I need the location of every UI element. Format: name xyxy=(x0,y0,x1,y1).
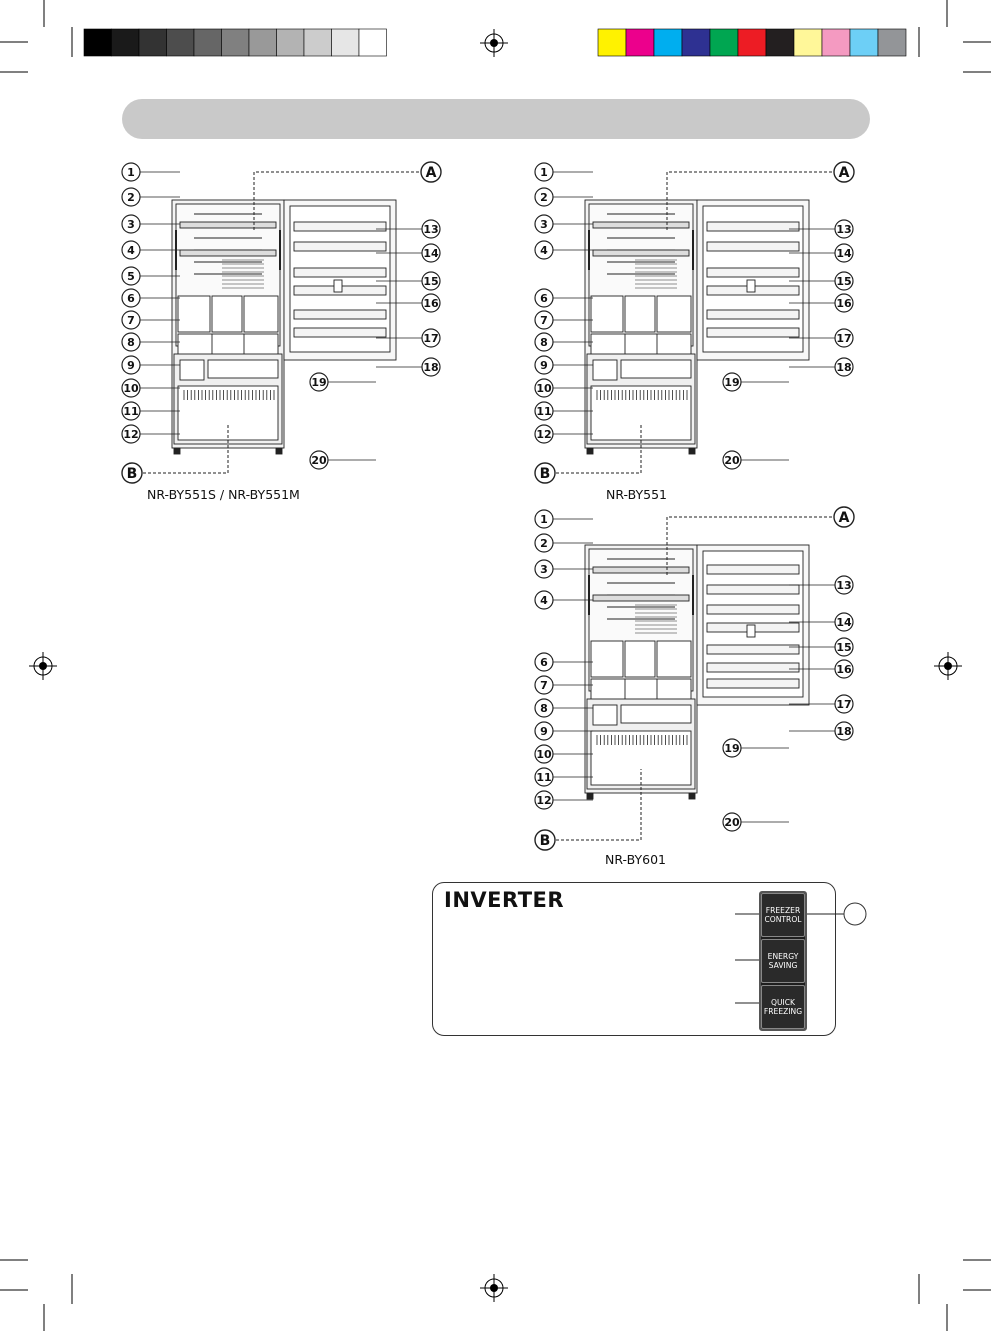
callout-number: 17 xyxy=(423,332,439,345)
callout-number: 19 xyxy=(724,742,740,755)
callout-number: 19 xyxy=(724,376,740,389)
callout-number: 18 xyxy=(423,361,439,374)
callout-number: 15 xyxy=(423,275,439,288)
callout-number: 18 xyxy=(836,725,852,738)
callout-number: 12 xyxy=(123,428,139,441)
callout-number: 7 xyxy=(540,314,548,327)
callout-number: 4 xyxy=(540,244,548,257)
freezer-control-button[interactable]: FREEZER CONTROL xyxy=(761,893,805,937)
callout-number: 8 xyxy=(540,336,548,349)
callout-number: 6 xyxy=(540,656,548,669)
callout-number: 1 xyxy=(540,166,548,179)
callout-number: 3 xyxy=(127,218,135,231)
callout-number: 2 xyxy=(540,191,548,204)
callout-number: 17 xyxy=(836,332,852,345)
callout-number: 16 xyxy=(836,297,852,310)
callout-number: 11 xyxy=(536,771,552,784)
callout-number: 16 xyxy=(423,297,439,310)
callout-number: 20 xyxy=(724,816,740,829)
callout-number: 11 xyxy=(123,405,139,418)
callout-number: 13 xyxy=(423,223,439,236)
callout-number: 5 xyxy=(127,270,135,283)
callout-number: 7 xyxy=(540,679,548,692)
callout-number: 13 xyxy=(836,579,852,592)
callout-number: 1 xyxy=(540,513,548,526)
callout-number: 14 xyxy=(836,247,852,260)
callout-number: 3 xyxy=(540,563,548,576)
callout-number: 9 xyxy=(127,359,135,372)
callout-number: 16 xyxy=(836,663,852,676)
callout-number: 10 xyxy=(536,748,552,761)
callout-number: 3 xyxy=(540,218,548,231)
callout-number: 12 xyxy=(536,428,552,441)
callout-number: 13 xyxy=(836,223,852,236)
callout-number: 14 xyxy=(836,616,852,629)
callout-number: 1 xyxy=(127,166,135,179)
view-letter: A xyxy=(838,510,850,526)
callout-number: 4 xyxy=(127,244,135,257)
callout-number: 18 xyxy=(836,361,852,374)
callout-number: 4 xyxy=(540,594,548,607)
callout-number: 12 xyxy=(536,794,552,807)
callout-number: 6 xyxy=(540,292,548,305)
callout-number: 2 xyxy=(127,191,135,204)
callout-number: 19 xyxy=(311,376,327,389)
model-label: NR-BY551 xyxy=(606,487,667,502)
callout-number: 15 xyxy=(836,641,852,654)
callout-number: 7 xyxy=(127,314,135,327)
view-letter: B xyxy=(539,833,551,849)
inverter-logo: INVERTER xyxy=(444,888,565,912)
callout-number: 9 xyxy=(540,725,548,738)
view-letter: A xyxy=(838,165,850,181)
callout-number: 10 xyxy=(123,382,139,395)
model-label: NR-BY551S / NR-BY551M xyxy=(147,487,300,502)
callout-number: 8 xyxy=(127,336,135,349)
quick-freezing-button[interactable]: QUICK FREEZING xyxy=(761,985,805,1029)
callout-number: 11 xyxy=(536,405,552,418)
view-letter: A xyxy=(425,165,437,181)
model-label: NR-BY601 xyxy=(605,852,666,867)
callout-number: 20 xyxy=(311,454,327,467)
energy-saving-button[interactable]: ENERGY SAVING xyxy=(761,939,805,983)
callout-number: 14 xyxy=(423,247,439,260)
callout-number: 10 xyxy=(536,382,552,395)
callout-number: 8 xyxy=(540,702,548,715)
view-letter: B xyxy=(126,466,138,482)
callout-number: 17 xyxy=(836,698,852,711)
callout-number: 9 xyxy=(540,359,548,372)
view-letter: B xyxy=(539,466,551,482)
callout-number: 15 xyxy=(836,275,852,288)
callout-number: 2 xyxy=(540,537,548,550)
callout-number: 6 xyxy=(127,292,135,305)
callout-number: 20 xyxy=(724,454,740,467)
